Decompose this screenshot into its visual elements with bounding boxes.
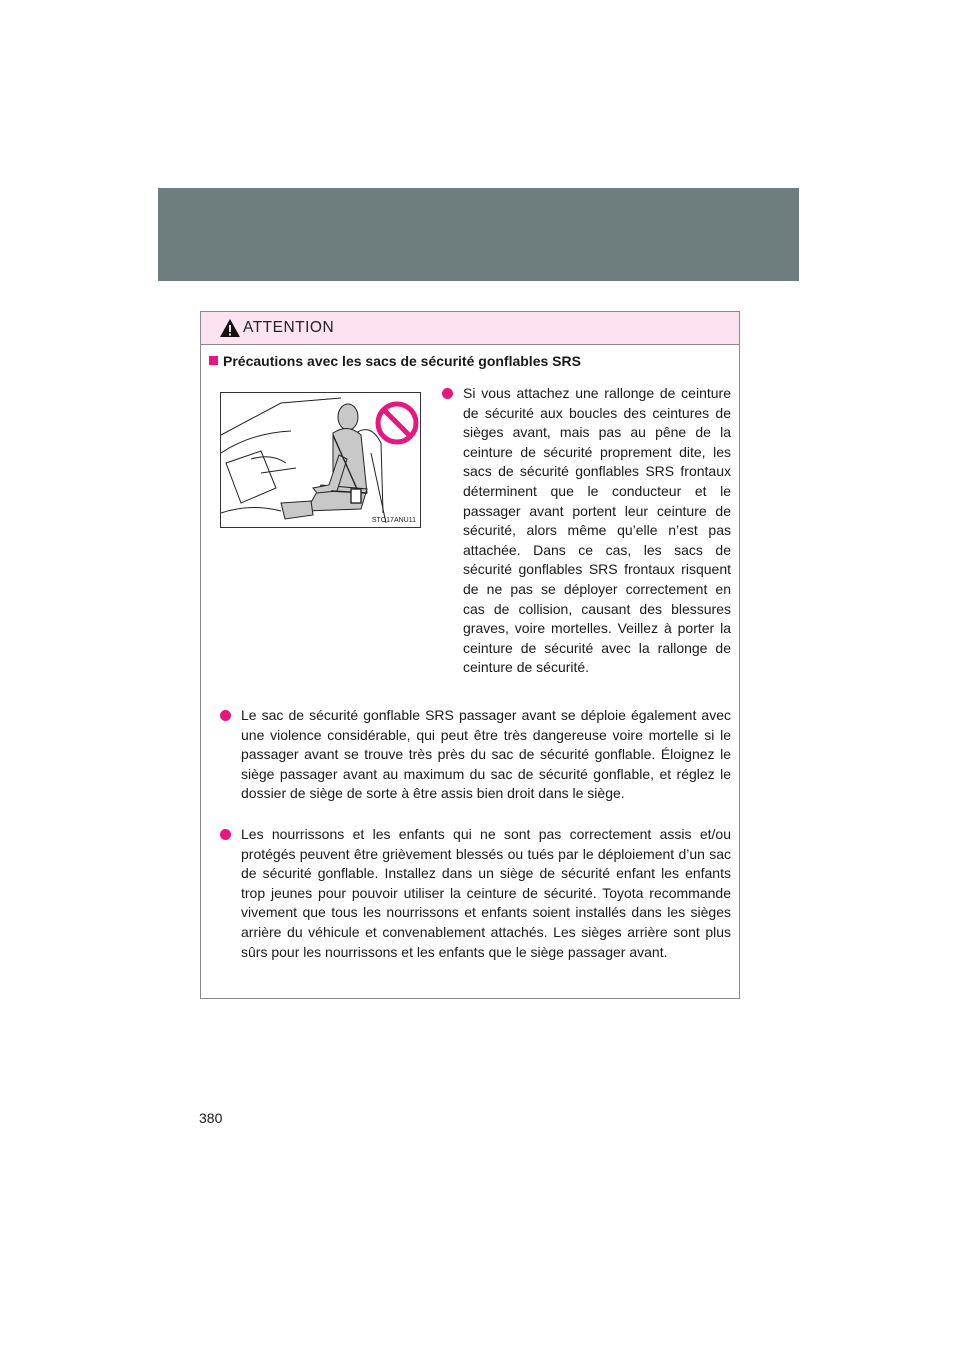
- seatbelt-drawing: [221, 393, 420, 527]
- page-header-band: [158, 188, 799, 281]
- bullet-item: [220, 825, 731, 962]
- section-heading-text: Précautions avec les sacs de sécurité gonflables SRS: [223, 353, 581, 369]
- square-bullet-icon: [209, 356, 218, 365]
- figure-code: STO17ANU11: [371, 517, 416, 524]
- bullet-text: Le sac de sécurité gonflable SRS passager avant se déploie également avec une violence considérable, qui peut être très dangereuse voire mortelle si le passager avant se trouve très près du sac de sécurité gonflable. Éloignez le siège passager avant au maximum du sac de sécurité gonflable, et réglez le dossier de siège de sorte à être assis bien droit dans le siège.: [241, 707, 731, 802]
- bullet-item: [442, 384, 731, 678]
- bullet-text: Si vous attachez une rallonge de ceinture de sécurité aux boucles des ceintures de sièges avant, mais pas au pêne de la ceinture de sécurité proprement dite, les sacs de sécurité gonflables SRS frontaux déterminent que le conducteur et le passager avant portent leur ceinture de sécurité, alors même qu’elle n’est pas attachée. Dans ce cas, les sacs de sécurité gonflables SRS frontaux risquent de ne pas se déployer correctement en cas de collision, causant des blessures graves, voire mortelles. Veillez à porter la ceinture de sécurité avec la rallonge de ceinture de sécurité.: [463, 385, 731, 676]
- seatbelt-illustration: [220, 392, 421, 528]
- warning-triangle-icon: [219, 318, 241, 338]
- bullet-text: Les nourrissons et les enfants qui ne sont pas correctement assis et/ou protégés peuvent être grièvement blessés ou tués par le déploiement d’un sac de sécurité gonflable. Installez dans un siège de sécurité enfant les enfants trop jeunes pour pouvoir utiliser la ceinture de sécurité. Toyota recommande vivement que tous les nourrissons et enfants soient installés dans les sièges arrière du véhicule et convenablement attachés. Les sièges arrière sont plus sûrs pour les nourrissons et les enfants que le siège passager avant.: [241, 826, 731, 960]
- bullet-dot-icon: [442, 388, 453, 399]
- section-heading: [209, 353, 581, 369]
- attention-box: [200, 311, 740, 999]
- page-number: 380: [199, 1110, 223, 1126]
- attention-title: ATTENTION: [243, 319, 335, 336]
- bullet-item: [220, 706, 731, 804]
- bullet-dot-icon: [220, 710, 231, 721]
- attention-header: [201, 312, 739, 345]
- bullet-dot-icon: [220, 829, 231, 840]
- prohibition-icon: [378, 404, 416, 442]
